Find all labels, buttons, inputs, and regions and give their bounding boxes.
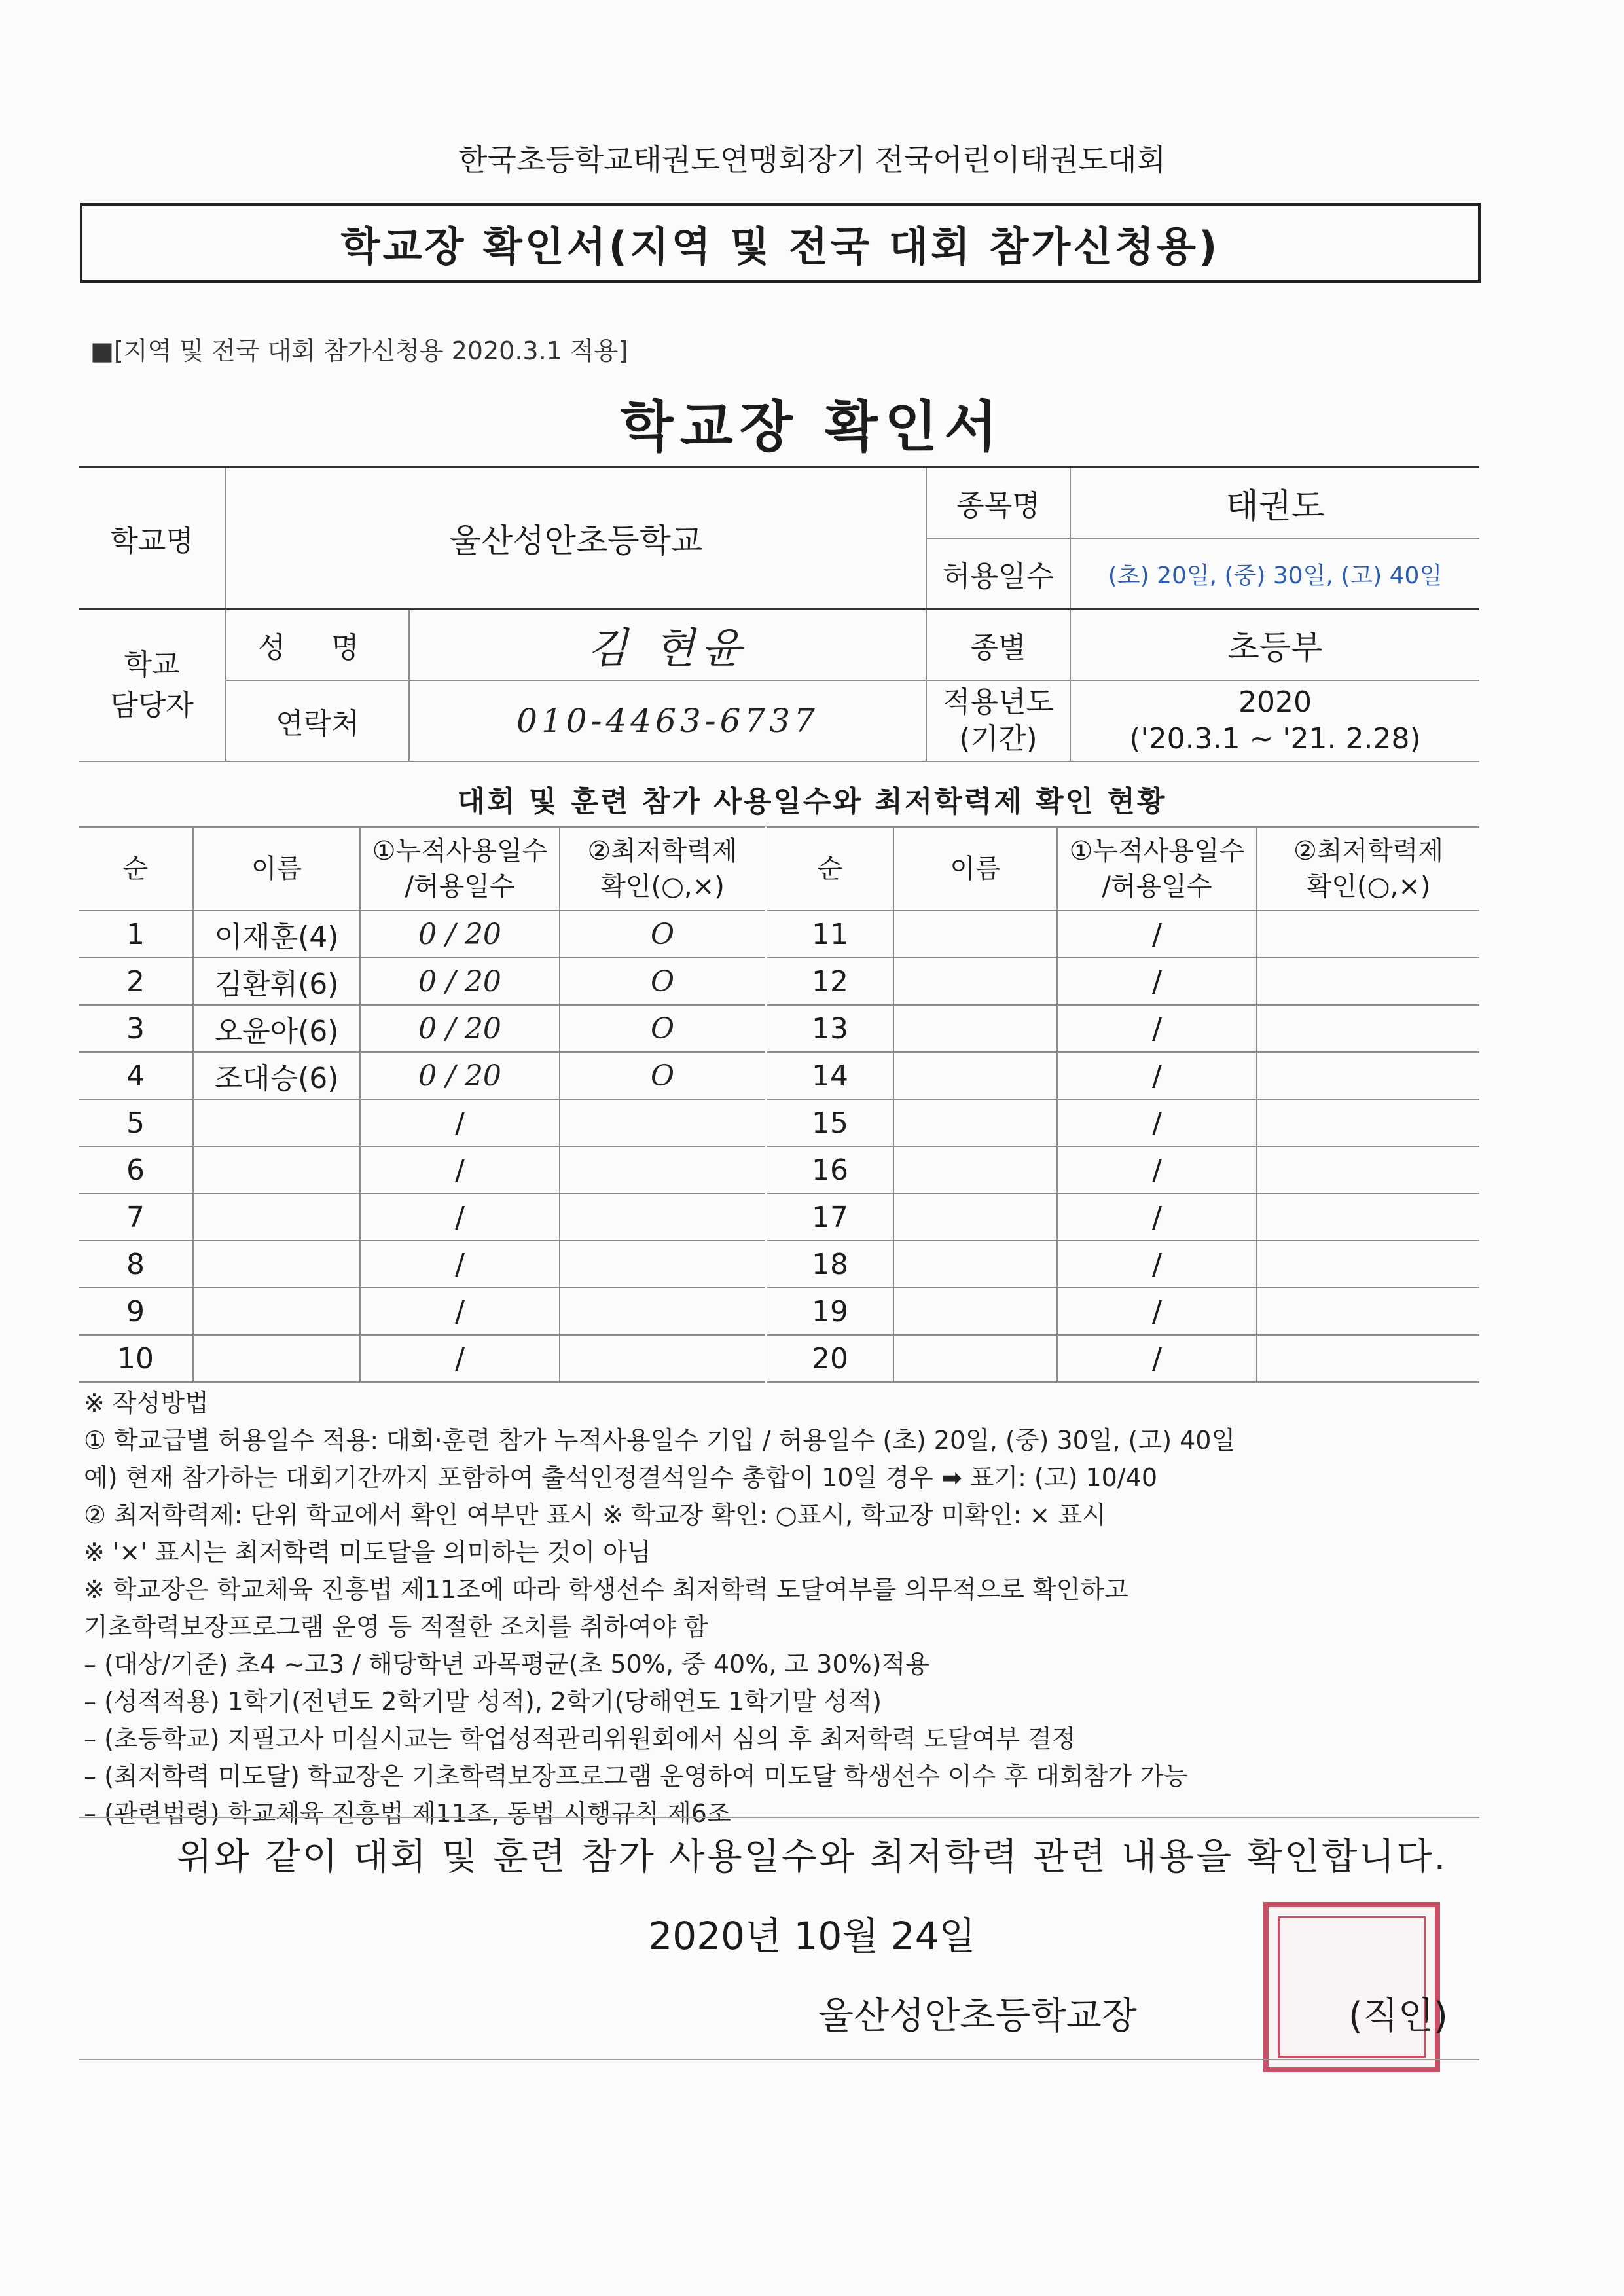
table-row [79,1005,1479,1052]
min-academic-check [1257,1146,1479,1194]
min-academic-check [560,1146,766,1194]
days-used: / [1057,1099,1257,1146]
principal-name: 울산성안초등학교장 [818,1995,1137,2037]
min-academic-check [1257,1335,1479,1382]
table-row [79,958,1479,1005]
row-number: 19 [766,1288,893,1335]
table-row [79,1194,1479,1241]
min-academic-check [560,1194,766,1241]
contact-label: 연락처 [226,680,409,761]
header-check-line1: ②최저학력제 [587,836,738,866]
instruction-line: – (초등학교) 지필고사 미실시교는 학업성적관리위원회에서 심의 후 최저학력 도달여부 결정 [84,1724,1076,1753]
contact-value: 010-4463-6737 [409,680,926,761]
school-info-table [79,466,1479,762]
row-number: 7 [79,1194,193,1241]
event-value: 태권도 [1070,467,1479,539]
school-name-value: 울산성안초등학교 [226,467,926,610]
student-name [193,1146,360,1194]
applicability-notice: ■[지역 및 전국 대회 참가신청용 2020.3.1 적용] [90,337,628,365]
student-name [893,1241,1057,1288]
days-used: / [360,1335,560,1382]
days-used: / [360,1099,560,1146]
header-check-line2: 확인(○,×) [1306,871,1431,902]
student-name [193,1288,360,1335]
days-used: 0 / 20 [360,958,560,1005]
row-number: 15 [766,1099,893,1146]
instruction-line: 예) 현재 참가하는 대회기간까지 포함하여 출석인정결석일수 총합이 10일 경우 ➡ 표기: (고) 10/40 [84,1463,1158,1492]
header-days [1057,827,1257,911]
header-name: 이름 [193,827,360,911]
instruction-line: ① 학교급별 허용일수 적용: 대회·훈련 참가 누적사용일수 기입 / 허용일수 (초) 20일, (중) 30일, (고) 40일 [84,1426,1236,1455]
instruction-line: ② 최저학력제: 단위 학교에서 확인 여부만 표시 ※ 학교장 확인: ○표시, 학교장 미확인: × 표시 [84,1501,1106,1529]
student-name [193,1099,360,1146]
allowed-days-value: (초) 20일, (중) 30일, (고) 40일 [1070,538,1479,610]
row-number: 17 [766,1194,893,1241]
days-used: / [360,1241,560,1288]
header-days-line1: ①누적사용일수 [372,836,548,866]
row-number: 13 [766,1005,893,1052]
event-caption: 한국초등학교태권도연맹회장기 전국어린이태권도대회 [458,142,1166,177]
form-title: 학교장 확인서 [620,395,1004,459]
row-number: 2 [79,958,193,1005]
table-row [79,1335,1479,1382]
participation-table [79,826,1479,1383]
days-used: / [1057,1005,1257,1052]
days-used: 0 / 20 [360,911,560,958]
seal-label: (직인) [1348,1995,1448,2037]
category-label: 종별 [926,610,1070,681]
instructions-title: ※ 작성방법 [84,1389,209,1417]
manager-name-value: 김 현윤 [409,610,926,681]
divider [79,2059,1479,2060]
school-name-label: 학교명 [79,467,226,610]
header-no: 순 [79,827,193,911]
section-title: 대회 및 훈련 참가 사용일수와 최저학력제 확인 현황 [457,785,1167,818]
instruction-line: – (성적적용) 1학기(전년도 2학기말 성적), 2학기(당해연도 1학기말 성적) [84,1687,882,1716]
student-name: 조대승(6) [193,1052,360,1099]
header-days [360,827,560,911]
year-label-line1: 적용년도 [942,685,1054,719]
min-academic-check: O [560,1052,766,1099]
min-academic-check [1257,1288,1479,1335]
year-label [926,680,1070,761]
instruction-line: – (대상/기준) 초4 ~고3 / 해당학년 과목평균(초 50%, 중 40%, 고 30%)적용 [84,1650,929,1679]
event-label: 종목명 [926,467,1070,539]
header-check [560,827,766,911]
min-academic-check [560,1288,766,1335]
manager-name-label: 성 명 [226,610,409,681]
student-name [893,1288,1057,1335]
divider [79,1817,1479,1818]
days-used: / [1057,1335,1257,1382]
table-row [79,1052,1479,1099]
instruction-line: 기초학력보장프로그램 운영 등 적절한 조치를 취하여야 함 [84,1613,708,1641]
days-used: / [360,1288,560,1335]
row-number: 8 [79,1241,193,1288]
row-number: 18 [766,1241,893,1288]
row-number: 20 [766,1335,893,1382]
student-name [893,1005,1057,1052]
min-academic-check [1257,1052,1479,1099]
student-name: 이재훈(4) [193,911,360,958]
min-academic-check: O [560,911,766,958]
row-number: 9 [79,1288,193,1335]
row-number: 16 [766,1146,893,1194]
header-days-line2: /허용일수 [405,871,515,902]
student-name [893,1099,1057,1146]
min-academic-check: O [560,958,766,1005]
days-used: / [360,1146,560,1194]
min-academic-check [1257,1241,1479,1288]
student-name [893,911,1057,958]
instruction-line: ※ 학교장은 학교체육 진흥법 제11조에 따라 학생선수 최저학력 도달여부를 의무적으로 확인하고 [84,1575,1128,1604]
student-name [193,1241,360,1288]
header-days-line1: ①누적사용일수 [1069,836,1245,866]
days-used: 0 / 20 [360,1052,560,1099]
min-academic-check [1257,958,1479,1005]
manager-label [79,610,226,762]
confirmation-statement: 위와 같이 대회 및 훈련 참가 사용일수와 최저학력 관련 내용을 확인합니다. [176,1836,1448,1878]
days-used: / [1057,1052,1257,1099]
table-row [79,911,1479,958]
header-check [1257,827,1479,911]
row-number: 5 [79,1099,193,1146]
student-name [193,1335,360,1382]
instruction-line: – (관련법령) 학교체육 진흥법 제11조, 동법 시행규칙 제6조 [84,1799,731,1828]
row-number: 4 [79,1052,193,1099]
table-row [79,1099,1479,1146]
row-number: 11 [766,911,893,958]
period-value: ('20.3.1 ~ '21. 2.28) [1129,722,1421,756]
allowed-days-label: 허용일수 [926,538,1070,610]
year-value-line1: 2020 [1238,685,1312,719]
min-academic-check [560,1241,766,1288]
instruction-line: – (최저학력 미도달) 학교장은 기초학력보장프로그램 운영하여 미도달 학생선수 이수 후 대회참가 가능 [84,1762,1188,1791]
days-used: / [1057,1241,1257,1288]
student-name [893,1194,1057,1241]
document-title: 학교장 확인서(지역 및 전국 대회 참가신청용) [80,203,1481,283]
student-name [893,1335,1057,1382]
row-number: 3 [79,1005,193,1052]
min-academic-check [560,1335,766,1382]
row-number: 6 [79,1146,193,1194]
manager-label-line2: 담당자 [110,689,194,722]
signing-date: 2020년 10월 24일 [648,1914,976,1958]
table-row [79,1241,1479,1288]
manager-label-line1: 학교 [124,648,180,682]
days-used: / [1057,1194,1257,1241]
year-value [1070,680,1479,761]
header-check-line2: 확인(○,×) [600,871,725,902]
student-name [893,958,1057,1005]
table-row [79,1146,1479,1194]
student-name: 김환휘(6) [193,958,360,1005]
min-academic-check [1257,911,1479,958]
days-used: / [1057,958,1257,1005]
row-number: 12 [766,958,893,1005]
student-name: 오윤아(6) [193,1005,360,1052]
row-number: 14 [766,1052,893,1099]
days-used: 0 / 20 [360,1005,560,1052]
days-used: / [360,1194,560,1241]
category-value: 초등부 [1070,610,1479,681]
header-days-line2: /허용일수 [1102,871,1212,902]
min-academic-check: O [560,1005,766,1052]
student-name [193,1194,360,1241]
instruction-line: ※ '×' 표시는 최저학력 미도달을 의미하는 것이 아님 [84,1538,651,1567]
min-academic-check [1257,1005,1479,1052]
year-label-line2: (기간) [959,722,1038,756]
min-academic-check [1257,1099,1479,1146]
header-name: 이름 [893,827,1057,911]
min-academic-check [560,1099,766,1146]
days-used: / [1057,1146,1257,1194]
min-academic-check [1257,1194,1479,1241]
header-no: 순 [766,827,893,911]
header-check-line1: ②최저학력제 [1293,836,1444,866]
days-used: / [1057,911,1257,958]
table-row [79,1288,1479,1335]
student-name [893,1146,1057,1194]
student-name [893,1052,1057,1099]
instructions [84,1385,1511,1832]
row-number: 10 [79,1335,193,1382]
row-number: 1 [79,911,193,958]
days-used: / [1057,1288,1257,1335]
